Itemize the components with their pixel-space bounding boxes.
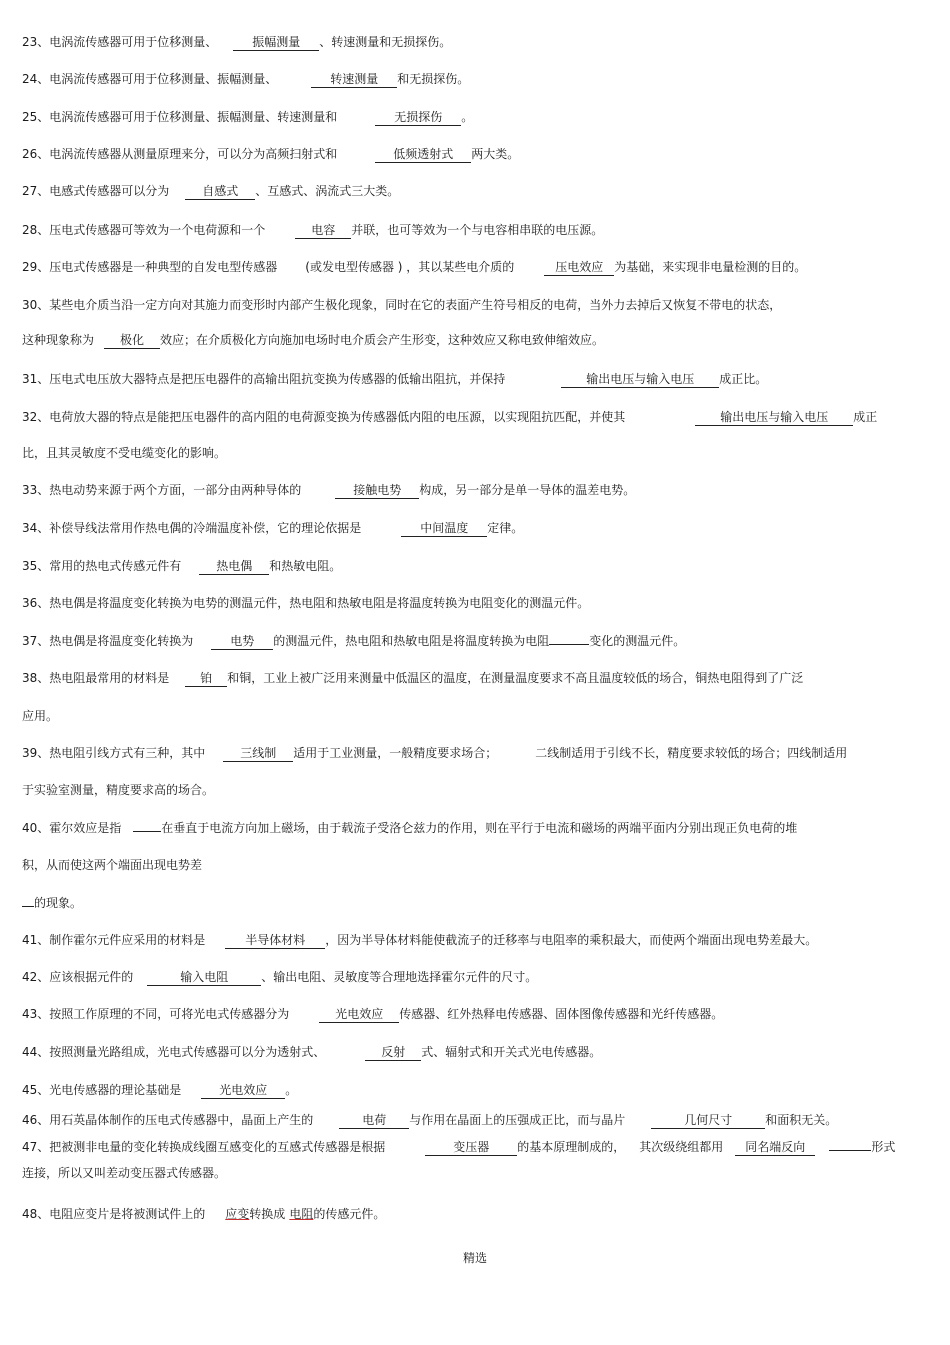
question-38-cont: 应用。 — [22, 709, 59, 723]
question-40: 40、霍尔效应是指 在垂直于电流方向加上磁场，由于载流子受洛仑兹力的作用，则在平行于电流和磁场的两端平面内分别出现正负电荷的堆 — [22, 821, 798, 835]
answer-blank: 输出电压与输入电压 — [561, 372, 719, 388]
question-40-end: 的现象。 — [22, 895, 928, 911]
question-30-cont: 这种现象称为 极化 效应；在介质极化方向施加电场时电介质会产生形变，这种效应又称电致伸缩效应。 — [22, 333, 605, 347]
answer-blank: 三线制 — [223, 746, 293, 762]
question-44: 44、按照测量光路组成，光电式传感器可以分为透射式、 反射 式、辐射式和开关式光电传感器。 — [22, 1045, 602, 1059]
question-46: 46、用石英晶体制作的压电式传感器中，晶面上产生的 电荷 与作用在晶面上的压强成正比，而与晶片 几何尺寸 和面积无关。 — [22, 1113, 838, 1127]
page-footer: 精选 — [462, 1251, 487, 1265]
answer-underlined: 应变 — [225, 1207, 250, 1221]
question-34: 34、补偿导线法常用作热电偶的冷端温度补偿，它的理论依据是 中间温度 定律。 — [22, 521, 524, 535]
question-45: 45、光电传感器的理论基础是 光电效应 。 — [22, 1083, 298, 1097]
answer-blank: 低频透射式 — [375, 147, 471, 163]
question-27: 27、电感式传感器可以分为 自感式 、互感式、涡流式三大类。 — [22, 184, 400, 198]
empty-blank — [22, 906, 34, 907]
empty-blank — [829, 1150, 871, 1151]
question-26: 26、电涡流传感器从测量原理来分，可以分为高频扫射式和 低频透射式 两大类。 — [22, 147, 520, 161]
question-24: 24、电涡流传感器可用于位移测量、振幅测量、 转速测量 和无损探伤。 — [22, 72, 470, 86]
question-32-cont: 比，且其灵敏度不受电缆变化的影响。 — [22, 446, 227, 460]
question-47-cont: 连接，所以又叫差动变压器式传感器。 — [22, 1166, 227, 1180]
question-48: 48、电阻应变片是将被测试件上的 应变转换成 电阻的传感元件。 — [22, 1207, 386, 1221]
answer-blank: 无损探伤 — [375, 110, 461, 126]
question-28: 28、压电式传感器可等效为一个电荷源和一个 电容 并联，也可等效为一个与电容相串联的电压源。 — [22, 223, 604, 237]
answer-blank: 输入电阻 — [147, 970, 261, 986]
answer-blank: 几何尺寸 — [651, 1113, 765, 1129]
answer-blank: 接触电势 — [335, 483, 419, 499]
answer-underlined: 电阻 — [289, 1207, 314, 1221]
answer-blank: 电荷 — [339, 1113, 409, 1129]
question-30: 30、某些电介质当沿一定方向对其施力而变形时内部产生极化现象，同时在它的表面产生符号相反的电荷，当外力去掉后又恢复不带电的状态， — [22, 298, 782, 312]
question-39-cont: 于实验室测量，精度要求高的场合。 — [22, 783, 215, 797]
answer-blank: 反射 — [365, 1045, 421, 1061]
answer-blank: 电势 — [211, 634, 273, 650]
empty-blank — [133, 831, 161, 832]
question-25: 25、电涡流传感器可用于位移测量、振幅测量、转速测量和 无损探伤 。 — [22, 110, 474, 124]
empty-blank — [549, 644, 589, 645]
answer-blank: 电容 — [295, 223, 351, 239]
answer-blank: 振幅测量 — [233, 35, 319, 51]
answer-blank: 同名端反向 — [735, 1140, 815, 1156]
question-37: 37、热电偶是将温度变化转换为 电势 的测温元件，热电阻和热敏电阻是将温度转换为电阻 变化的测温元件。 — [22, 634, 686, 648]
question-47: 47、把被测非电量的变化转换成线圈互感变化的互感式传感器是根据 变压器 的基本原理制成的， 其次级绕组都用 同名端反向 形式 — [22, 1140, 896, 1154]
answer-blank: 光电效应 — [319, 1007, 399, 1023]
answer-blank: 极化 — [104, 333, 160, 349]
question-33: 33、热电动势来源于两个方面，一部分由两种导体的 接触电势 构成，另一部分是单一导体的温差电势。 — [22, 483, 636, 497]
answer-blank: 输出电压与输入电压 — [695, 410, 853, 426]
answer-blank: 半导体材料 — [225, 933, 325, 949]
question-32: 32、电荷放大器的特点是能把压电器件的高内阻的电荷源变换为传感器低内阻的电压源，以实现阻抗匹配，并使其 输出电压与输入电压 成正 — [22, 410, 878, 424]
answer-blank: 转速测量 — [311, 72, 397, 88]
question-43: 43、按照工作原理的不同，可将光电式传感器分为 光电效应 传感器、红外热释电传感器、固体图像传感器和光纤传感器。 — [22, 1007, 724, 1021]
answer-blank: 压电效应 — [544, 260, 614, 276]
answer-blank: 光电效应 — [201, 1083, 285, 1099]
answer-blank: 热电偶 — [199, 559, 269, 575]
question-23: 23、电涡流传感器可用于位移测量、 振幅测量 、转速测量和无损探伤。 — [22, 35, 452, 49]
question-31: 31、压电式电压放大器特点是把压电器件的高输出阻抗变换为传感器的低输出阻抗，并保持 输出电压与输入电压 成正比。 — [22, 372, 768, 386]
question-38: 38、热电阻最常用的材料是 铂 和铜，工业上被广泛用来测量中低温区的温度，在测量温度要求不高且温度较低的场合，铜热电阻得到了广泛 — [22, 671, 804, 685]
question-35: 35、常用的热电式传感元件有 热电偶 和热敏电阻。 — [22, 559, 342, 573]
answer-blank: 自感式 — [185, 184, 255, 200]
question-39: 39、热电阻引线方式有三种，其中 三线制 适用于工业测量，一般精度要求场合； 二线制适用于引线不长，精度要求较低的场合；四线制适用 — [22, 746, 848, 760]
question-36: 36、热电偶是将温度变化转换为电势的测温元件，热电阻和热敏电阻是将温度转换为电阻变化的测温元件。 — [22, 596, 590, 610]
question-29: 29、压电式传感器是一种典型的自发电型传感器 (或发电型传感器 ) ，其以某些电介质的 压电效应 为基础，来实现非电量检测的目的。 — [22, 260, 807, 274]
question-41: 41、制作霍尔元件应采用的材料是 半导体材料 ，因为半导体材料能使截流子的迁移率与电阻率的乘积最大，而使两个端面出现电势差最大。 — [22, 933, 818, 947]
answer-blank: 铂 — [185, 671, 227, 687]
answer-blank: 中间温度 — [401, 521, 487, 537]
question-40-cont: 积，从而使这两个端面出现电势差 — [22, 858, 203, 872]
question-42: 42、应该根据元件的 输入电阻 、输出电阻、灵敏度等合理地选择霍尔元件的尺寸。 — [22, 970, 538, 984]
answer-blank: 变压器 — [425, 1140, 517, 1156]
